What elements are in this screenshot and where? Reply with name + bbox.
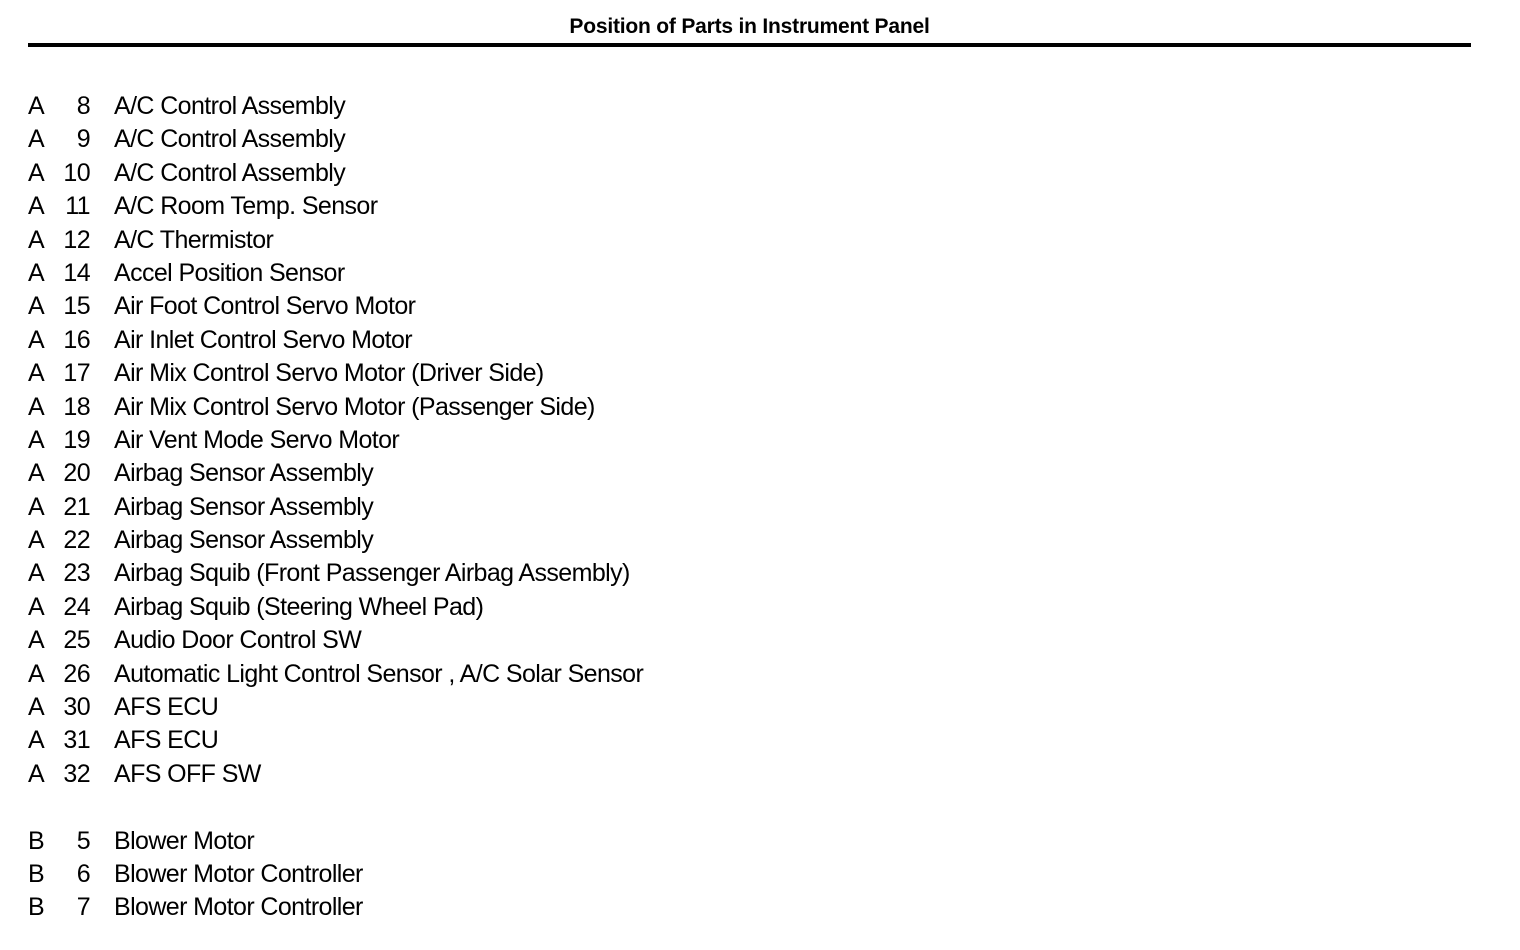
part-row — [28, 190, 828, 223]
part-code: A — [28, 392, 45, 421]
part-name: A/C Room Temp. Sensor — [114, 192, 378, 221]
part-row — [28, 758, 828, 791]
part-number: 22 — [63, 526, 90, 555]
part-row — [28, 391, 828, 424]
part-number: 16 — [63, 325, 90, 354]
part-name: Automatic Light Control Sensor , A/C Solar Sensor — [114, 659, 644, 688]
part-code: A — [28, 158, 45, 187]
part-row — [28, 591, 828, 624]
part-code: A — [28, 459, 45, 488]
part-number: 18 — [63, 392, 90, 421]
part-name: Airbag Sensor Assembly — [114, 492, 374, 521]
part-number: 15 — [63, 292, 90, 321]
part-code: A — [28, 492, 45, 521]
part-row — [28, 424, 828, 457]
part-name: Accel Position Sensor — [114, 258, 345, 287]
part-code: A — [28, 125, 45, 154]
part-code: B — [28, 893, 45, 922]
part-code: A — [28, 425, 45, 454]
part-row — [28, 858, 828, 891]
part-number: 12 — [63, 225, 90, 254]
part-name: Airbag Squib (Front Passenger Airbag Assembly) — [114, 559, 630, 588]
part-name: AFS ECU — [114, 693, 219, 722]
part-number: 26 — [63, 659, 90, 688]
part-name: AFS OFF SW — [114, 759, 261, 788]
part-row — [28, 224, 828, 257]
part-code: A — [28, 292, 45, 321]
part-number: 7 — [76, 893, 90, 922]
page-title: Position of Parts in Instrument Panel — [569, 15, 930, 38]
part-name: Blower Motor Controller — [114, 859, 363, 888]
part-row — [28, 90, 828, 123]
part-name: Air Inlet Control Servo Motor — [114, 325, 412, 354]
part-name: A/C Control Assembly — [114, 158, 346, 187]
page-header — [28, 12, 1471, 47]
part-row — [28, 724, 828, 757]
part-name: Blower Motor — [114, 826, 255, 855]
part-code: A — [28, 592, 45, 621]
part-code: A — [28, 225, 45, 254]
part-number: 6 — [76, 859, 90, 888]
part-number: 14 — [63, 258, 90, 287]
part-number: 21 — [63, 492, 90, 521]
part-code: A — [28, 659, 45, 688]
part-name: Audio Door Control SW — [114, 626, 362, 655]
part-code: A — [28, 258, 45, 287]
part-code: A — [28, 526, 45, 555]
part-name: A/C Thermistor — [114, 225, 274, 254]
part-code: A — [28, 759, 45, 788]
part-number: 31 — [63, 726, 90, 755]
part-number: 32 — [63, 759, 90, 788]
part-row — [28, 357, 828, 390]
part-code: A — [28, 693, 45, 722]
part-row — [28, 491, 828, 524]
part-row — [28, 457, 828, 490]
part-group — [28, 90, 828, 791]
part-number: 10 — [63, 158, 90, 187]
part-group — [28, 825, 828, 925]
part-code: A — [28, 192, 45, 221]
part-number: 24 — [63, 592, 90, 621]
part-row — [28, 123, 828, 156]
part-code: A — [28, 92, 45, 120]
part-row — [28, 658, 828, 691]
part-name: Airbag Squib (Steering Wheel Pad) — [114, 592, 484, 621]
part-row — [28, 825, 828, 858]
part-number: 25 — [63, 626, 90, 655]
part-row — [28, 624, 828, 657]
part-row — [28, 324, 828, 357]
part-code: A — [28, 325, 45, 354]
part-row — [28, 524, 828, 557]
parts-list — [28, 90, 828, 925]
part-number: 5 — [76, 826, 90, 855]
part-number: 23 — [63, 559, 90, 588]
part-number: 9 — [76, 125, 90, 154]
part-name: Air Foot Control Servo Motor — [114, 292, 416, 321]
part-row — [28, 891, 828, 924]
part-code: A — [28, 626, 45, 655]
part-number: 17 — [63, 359, 90, 388]
part-code: A — [28, 726, 45, 755]
part-name: Airbag Sensor Assembly — [114, 459, 374, 488]
part-code: B — [28, 826, 45, 855]
part-name: AFS ECU — [114, 726, 219, 755]
part-name: Blower Motor Controller — [114, 893, 363, 922]
part-name: Air Mix Control Servo Motor (Passenger Side) — [114, 392, 595, 421]
part-number: 19 — [63, 425, 90, 454]
part-name: A/C Control Assembly — [114, 125, 346, 154]
part-name: A/C Control Assembly — [114, 92, 346, 120]
part-name: Air Mix Control Servo Motor (Driver Side) — [114, 359, 544, 388]
part-row — [28, 691, 828, 724]
part-number: 20 — [63, 459, 90, 488]
part-code: A — [28, 359, 45, 388]
part-code: B — [28, 859, 45, 888]
part-name: Airbag Sensor Assembly — [114, 526, 374, 555]
part-number: 8 — [76, 92, 90, 120]
part-row — [28, 557, 828, 590]
part-code: A — [28, 559, 45, 588]
part-number: 30 — [63, 693, 90, 722]
part-row — [28, 157, 828, 190]
part-name: Air Vent Mode Servo Motor — [114, 425, 400, 454]
part-row — [28, 257, 828, 290]
part-number: 11 — [65, 192, 90, 221]
part-row — [28, 290, 828, 323]
